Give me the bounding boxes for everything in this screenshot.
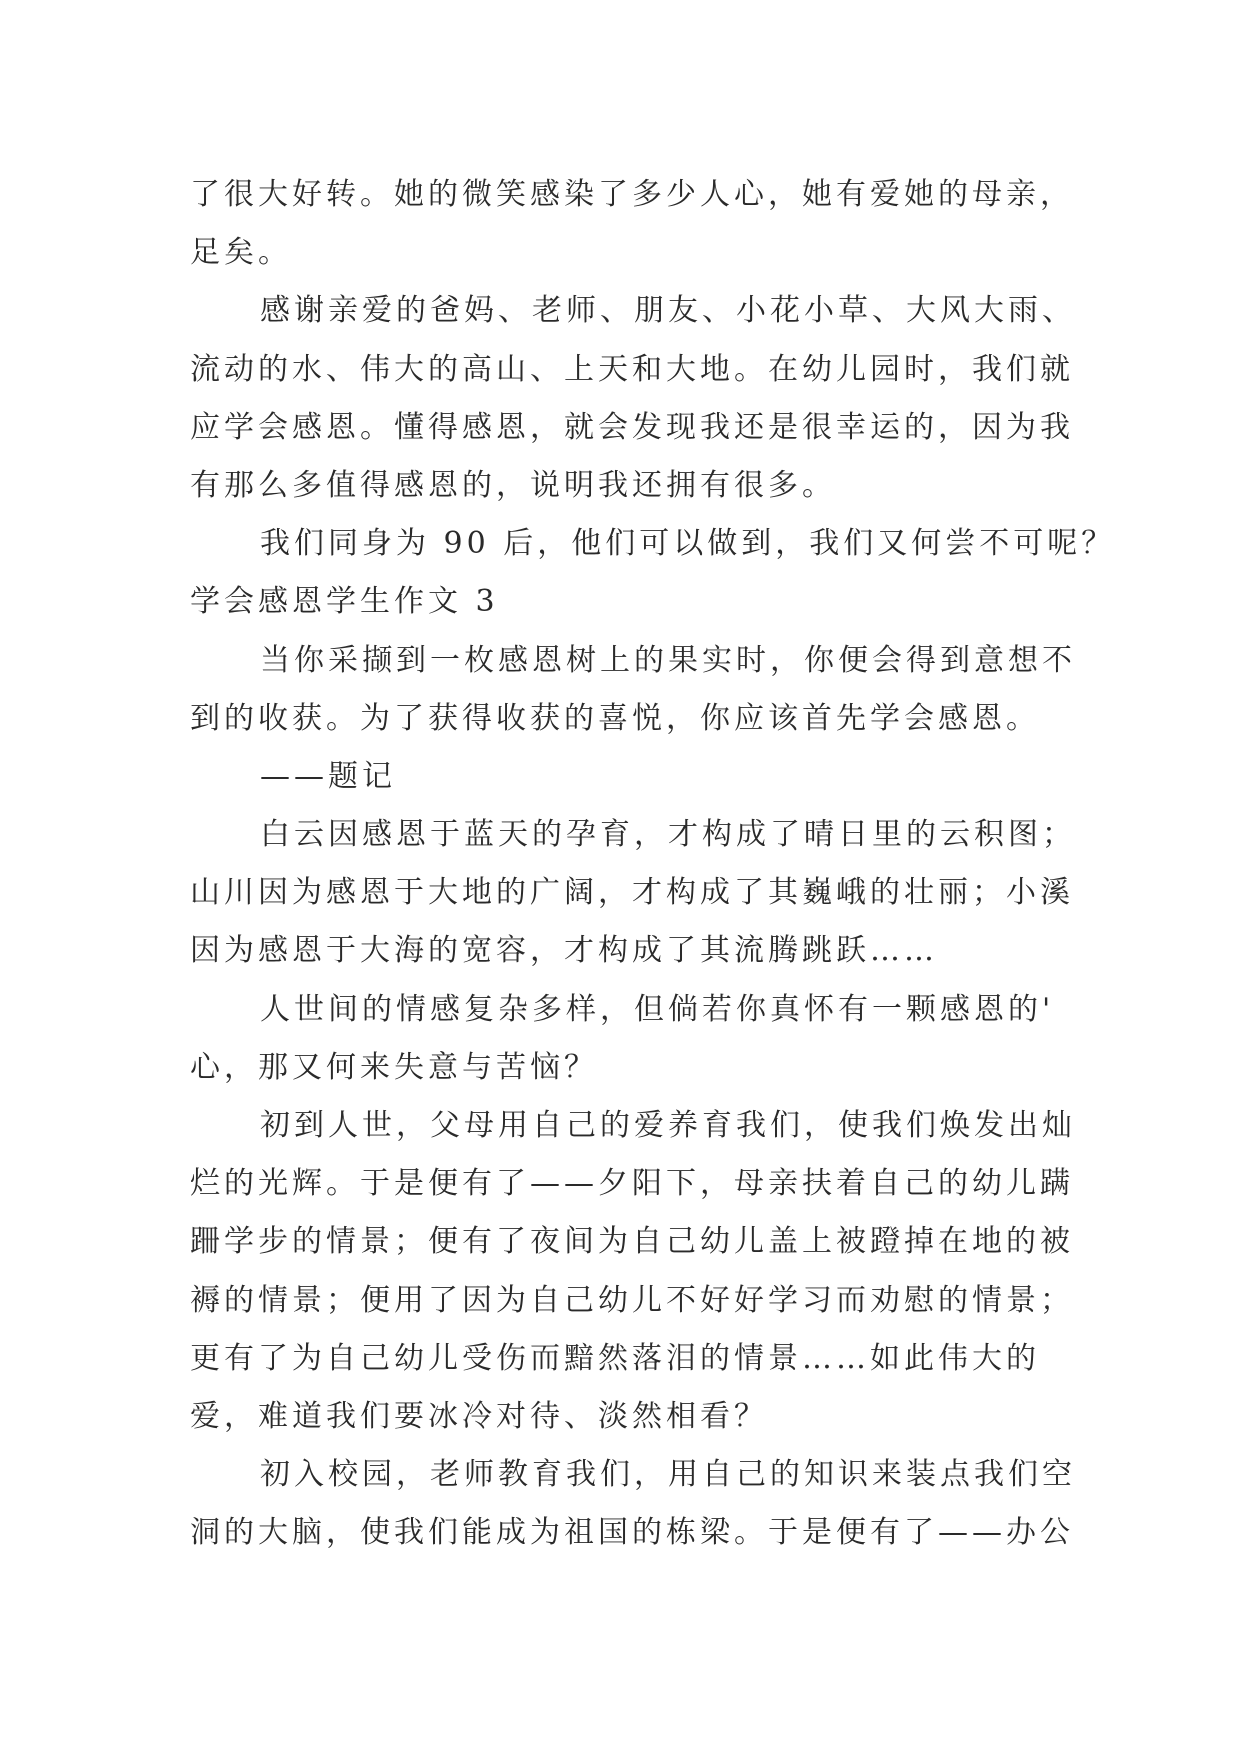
text-line: 应学会感恩。懂得感恩，就会发现我还是很幸运的，因为我 <box>190 409 1074 445</box>
text-line: 了很大好转。她的微笑感染了多少人心，她有爱她的母亲， <box>190 177 1074 212</box>
text-line: 烂的光辉。于是便有了——夕阳下，母亲扶着自己的幼儿蹒 <box>190 1166 1074 1202</box>
text-line: 心，那又何来失意与苦恼？ <box>190 1049 598 1085</box>
text-line: 初到人世，父母用自己的爱养育我们，使我们焕发出灿 <box>260 1108 1076 1143</box>
text-line: 褥的情景；便用了因为自己幼儿不好好学习而劝慰的情景； <box>190 1282 1074 1318</box>
text-line: 足矣。 <box>190 235 292 271</box>
text-line: 流动的水、伟大的高山、上天和大地。在幼儿园时，我们就 <box>190 351 1074 387</box>
text-line: 有那么多值得感恩的，说明我还拥有很多。 <box>190 467 836 503</box>
text-line: 当你采撷到一枚感恩树上的果实时，你便会得到意想不 <box>260 642 1076 678</box>
text-line: 学会感恩学生作文 3 <box>190 584 499 620</box>
text-line: 因为感恩于大海的宽容，才构成了其流腾跳跃…… <box>190 933 938 969</box>
document-body-text <box>190 166 1116 1563</box>
text-line: 爱，难道我们要冰冷对待、淡然相看？ <box>190 1398 768 1434</box>
text-line: ——题记 <box>260 758 396 794</box>
text-line: 更有了为自己幼儿受伤而黯然落泪的情景……如此伟大的 <box>190 1340 1040 1376</box>
text-line: 初入校园，老师教育我们，用自己的知识来装点我们空 <box>260 1457 1076 1493</box>
text-line: 感谢亲爱的爸妈、老师、朋友、小花小草、大风大雨、 <box>260 293 1076 329</box>
text-line: 跚学步的情景；便有了夜间为自己幼儿盖上被蹬掉在地的被 <box>190 1224 1074 1260</box>
text-line: 白云因感恩于蓝天的孕育，才构成了晴日里的云积图； <box>260 817 1076 853</box>
text-line: 人世间的情感复杂多样，但倘若你真怀有一颗感恩的' <box>260 991 1055 1027</box>
text-line: 山川因为感恩于大地的广阔，才构成了其巍峨的壮丽；小溪 <box>190 875 1074 911</box>
text-line: 到的收获。为了获得收获的喜悦，你应该首先学会感恩。 <box>190 700 1040 736</box>
text-line: 洞的大脑，使我们能成为祖国的栋梁。于是便有了——办公 <box>190 1515 1074 1551</box>
text-line: 我们同身为 90 后，他们可以做到，我们又何尝不可呢？ <box>260 526 1116 562</box>
